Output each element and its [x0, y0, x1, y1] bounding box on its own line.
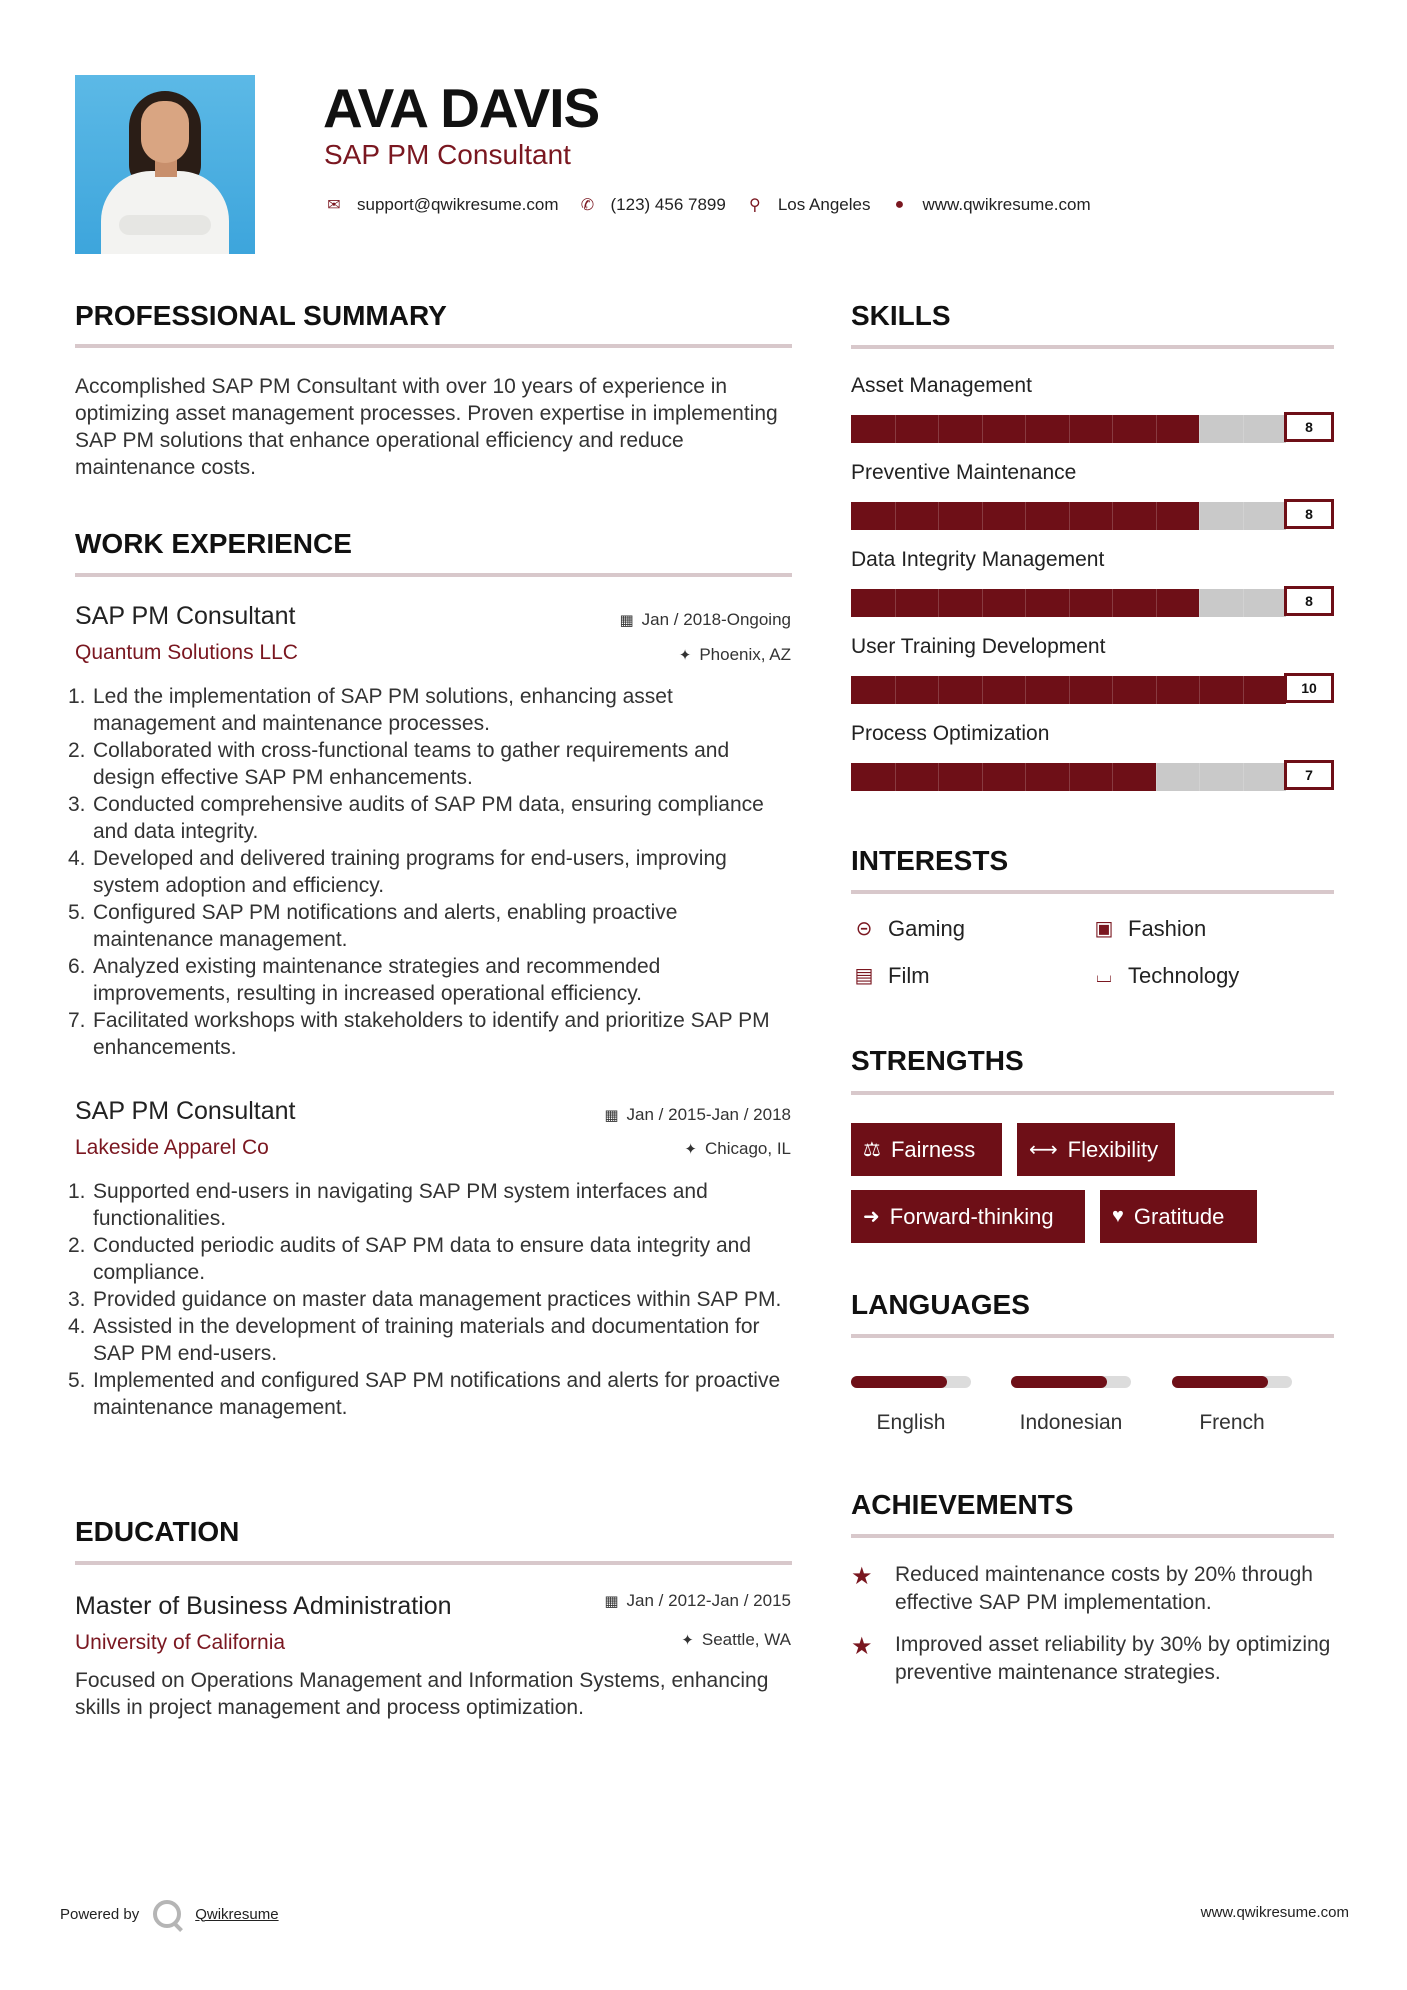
achievement-item: ★ Reduced maintenance costs by 20% through effective SAP PM implementation.	[851, 1563, 1313, 1614]
skill-segment-divider	[1156, 763, 1157, 791]
skill-segment-divider	[1156, 676, 1157, 704]
skill-segment-divider	[1112, 589, 1113, 617]
section-divider	[851, 1534, 1334, 1538]
envelope-icon: ✉	[327, 197, 341, 214]
skill-label: User Training Development	[851, 635, 1106, 658]
star-icon: ★	[851, 1563, 873, 1590]
skill-segment-divider	[1243, 676, 1244, 704]
skill-segment-divider	[982, 589, 983, 617]
interest-item: ⌴ Technology	[1091, 963, 1239, 989]
calendar-icon: ▦	[604, 1107, 619, 1124]
calendar-icon: ▦	[604, 1593, 619, 1610]
heart-icon: ♥	[1112, 1205, 1124, 1227]
list-item: 2. Collaborated with cross-functional teams to gather requirements and design effective SAP PM enhancements.	[68, 739, 730, 789]
contact-bar	[323, 194, 1109, 216]
skill-segment-divider	[982, 415, 983, 443]
skill-segment-divider	[938, 589, 939, 617]
pin-icon: ✦	[678, 647, 692, 664]
list-item: 5. Implemented and configured SAP PM notifications and alerts for proactive maintenance management.	[68, 1369, 781, 1419]
gamepad-icon: ⊝	[855, 918, 873, 940]
powered-by-label: Powered by	[60, 1905, 140, 1923]
pin-icon: ✦	[684, 1141, 697, 1158]
skill-fill	[851, 763, 1156, 791]
pin-icon: ✦	[681, 1632, 694, 1649]
skill-segment-divider	[1112, 676, 1113, 704]
job-dates: ▦ Jan / 2018-Ongoing	[619, 610, 791, 629]
section-divider	[851, 1334, 1334, 1338]
list-item: 4. Developed and delivered training programs for end-users, improving system adoption and efficiency.	[68, 847, 727, 897]
list-item: 5. Configured SAP PM notifications and alerts, enabling proactive maintenance management.	[68, 901, 678, 951]
skill-segment-divider	[1025, 676, 1026, 704]
calendar-icon: ▦	[619, 612, 634, 629]
skill-segment-divider	[938, 502, 939, 530]
footer-website[interactable]: www.qwikresume.com	[1200, 1904, 1349, 1921]
job-company: Lakeside Apparel Co	[75, 1136, 269, 1159]
achievements-title: ACHIEVEMENTS	[851, 1489, 1074, 1520]
skill-segment-divider	[1156, 415, 1157, 443]
star-icon: ★	[851, 1633, 873, 1660]
section-divider	[75, 573, 792, 577]
interest-item: ▣ Fashion	[1091, 916, 1206, 942]
arrows-horizontal-icon: ⟷	[1029, 1139, 1058, 1161]
skill-label: Preventive Maintenance	[851, 461, 1077, 484]
film-icon: ▤	[854, 965, 874, 987]
skill-segment-divider	[1156, 502, 1157, 530]
job-location: ✦ Phoenix, AZ	[678, 645, 791, 664]
contact-phone[interactable]: (123) 456 7899	[610, 195, 726, 214]
phone-icon: ✆	[580, 197, 595, 214]
skill-label: Process Optimization	[851, 722, 1050, 745]
skill-segment-divider	[982, 676, 983, 704]
skill-segment-divider	[1243, 763, 1244, 791]
skill-bar	[851, 413, 1334, 443]
footer-powered-by	[60, 1900, 279, 1928]
job-location: ✦ Chicago, IL	[684, 1139, 791, 1158]
skill-segment-divider	[1243, 415, 1244, 443]
skill-segment-divider	[938, 676, 939, 704]
skill-segment-divider	[895, 589, 896, 617]
skill-segment-divider	[1069, 676, 1070, 704]
skill-bar	[851, 761, 1334, 791]
education-description: Focused on Operations Management and Information Systems, enhancing skills in project management and process optimization.	[75, 1669, 769, 1719]
skill-segment-divider	[1199, 589, 1200, 617]
skill-segment-divider	[1112, 415, 1113, 443]
skill-segment-divider	[1199, 676, 1200, 704]
profile-photo	[75, 75, 255, 254]
skill-bar	[851, 500, 1334, 530]
experience-title: WORK EXPERIENCE	[75, 528, 352, 559]
job-company: Quantum Solutions LLC	[75, 641, 298, 664]
list-item: 3. Provided guidance on master data management practices within SAP PM.	[68, 1288, 782, 1311]
skill-segment-divider	[1243, 502, 1244, 530]
skill-segment-divider	[938, 415, 939, 443]
section-divider	[851, 345, 1334, 349]
skill-score: 7	[1284, 760, 1334, 790]
section-divider	[851, 1091, 1334, 1095]
skill-segment-divider	[1069, 589, 1070, 617]
brand-link[interactable]: Qwikresume	[195, 1905, 279, 1923]
education-degree: Master of Business Administration	[75, 1592, 452, 1620]
job-duties-list	[68, 683, 792, 1061]
job-duties-list	[68, 1178, 792, 1421]
skill-segment-divider	[1243, 589, 1244, 617]
map-marker-icon: ⚲	[748, 197, 761, 214]
skill-segment-divider	[938, 763, 939, 791]
education-school: University of California	[75, 1631, 286, 1654]
skill-segment-divider	[1069, 502, 1070, 530]
language-label: English	[876, 1411, 946, 1434]
list-item: 2. Conducted periodic audits of SAP PM data to ensure data integrity and compliance.	[68, 1234, 752, 1284]
skill-score: 8	[1284, 586, 1334, 616]
languages-title: LANGUAGES	[851, 1289, 1030, 1320]
skill-segment-divider	[982, 763, 983, 791]
education-location: ✦ Seattle, WA	[681, 1630, 791, 1649]
summary-text: Accomplished SAP PM Consultant with over 10 years of experience in optimizing asset management processes. Proven expertise in implementing SAP PM solutions that enhance operational efficiency and reduce maintenance costs.	[75, 375, 778, 479]
list-item: 6. Analyzed existing maintenance strategies and recommended improvements, resulting in increased operational efficiency.	[68, 955, 661, 1005]
contact-website[interactable]: www.qwikresume.com	[922, 195, 1091, 214]
skill-segment-divider	[1025, 589, 1026, 617]
language-fill	[1011, 1376, 1107, 1388]
education-title: EDUCATION	[75, 1516, 240, 1547]
list-item: 7. Facilitated workshops with stakeholders to identify and prioritize SAP PM enhancements.	[68, 1009, 770, 1059]
contact-email[interactable]: support@qwikresume.com	[357, 195, 559, 214]
skill-segment-divider	[1112, 763, 1113, 791]
skill-score: 10	[1284, 673, 1334, 703]
interests-title: INTERESTS	[851, 845, 1009, 876]
achievement-item: ★ Improved asset reliability by 30% by optimizing preventive maintenance strategies.	[851, 1633, 1331, 1684]
list-item: 1. Led the implementation of SAP PM solutions, enhancing asset management and maintenance processes.	[68, 685, 673, 735]
balance-scale-icon: ⚖	[863, 1139, 881, 1161]
skill-bar	[851, 587, 1334, 617]
language-label: French	[1199, 1411, 1265, 1434]
globe-icon: ●	[894, 196, 905, 213]
skill-score: 8	[1284, 499, 1334, 529]
language-label: Indonesian	[1019, 1411, 1123, 1434]
skill-segment-divider	[895, 415, 896, 443]
shopping-bag-icon: ▣	[1094, 918, 1114, 940]
skill-segment-divider	[1069, 763, 1070, 791]
section-divider	[75, 344, 792, 348]
strength-chip: ♥ Gratitude	[1100, 1190, 1257, 1243]
candidate-role: SAP PM Consultant	[324, 139, 571, 170]
skill-segment-divider	[1025, 502, 1026, 530]
skills-title: SKILLS	[851, 300, 951, 331]
skill-segment-divider	[895, 676, 896, 704]
interest-item: ⊝ Gaming	[851, 916, 965, 942]
contact-location: Los Angeles	[777, 195, 871, 214]
list-item: 3. Conducted comprehensive audits of SAP PM data, ensuring compliance and data integrity.	[68, 793, 764, 843]
skill-label: Data Integrity Management	[851, 548, 1105, 571]
skill-segment-divider	[1025, 415, 1026, 443]
job-title: SAP PM Consultant	[75, 602, 296, 630]
skill-score: 8	[1284, 412, 1334, 442]
candidate-name: AVA DAVIS	[323, 77, 600, 139]
skill-segment-divider	[895, 502, 896, 530]
list-item: 1. Supported end-users in navigating SAP PM system interfaces and functionalities.	[68, 1180, 708, 1230]
skill-segment-divider	[982, 502, 983, 530]
job-dates: ▦ Jan / 2015-Jan / 2018	[604, 1105, 791, 1124]
skill-segment-divider	[1069, 415, 1070, 443]
list-item: 4. Assisted in the development of training materials and documentation for SAP PM end-users.	[68, 1315, 760, 1365]
laptop-icon: ⌴	[1096, 965, 1112, 987]
skill-segment-divider	[1025, 763, 1026, 791]
section-divider	[75, 1561, 792, 1565]
summary-title: PROFESSIONAL SUMMARY	[75, 300, 447, 331]
strength-chip: ⚖ Fairness	[851, 1123, 1002, 1176]
skill-segment-divider	[1156, 589, 1157, 617]
skill-label: Asset Management	[851, 374, 1032, 397]
strength-chip: ⟷ Flexibility	[1017, 1123, 1175, 1176]
strengths-title: STRENGTHS	[851, 1045, 1024, 1076]
arrow-right-icon: ➜	[863, 1206, 880, 1228]
skill-segment-divider	[1199, 502, 1200, 530]
skill-bar	[851, 674, 1334, 704]
interest-item: ▤ Film	[851, 963, 930, 989]
section-divider	[851, 890, 1334, 894]
language-fill	[851, 1376, 947, 1388]
skill-segment-divider	[1112, 502, 1113, 530]
skill-segment-divider	[1199, 763, 1200, 791]
language-fill	[1172, 1376, 1268, 1388]
skill-segment-divider	[1199, 415, 1200, 443]
job-title: SAP PM Consultant	[75, 1097, 296, 1125]
education-dates: ▦ Jan / 2012-Jan / 2015	[604, 1591, 791, 1610]
qwikresume-logo-icon	[153, 1900, 181, 1928]
strength-chip: ➜ Forward-thinking	[851, 1190, 1085, 1243]
skill-segment-divider	[895, 763, 896, 791]
